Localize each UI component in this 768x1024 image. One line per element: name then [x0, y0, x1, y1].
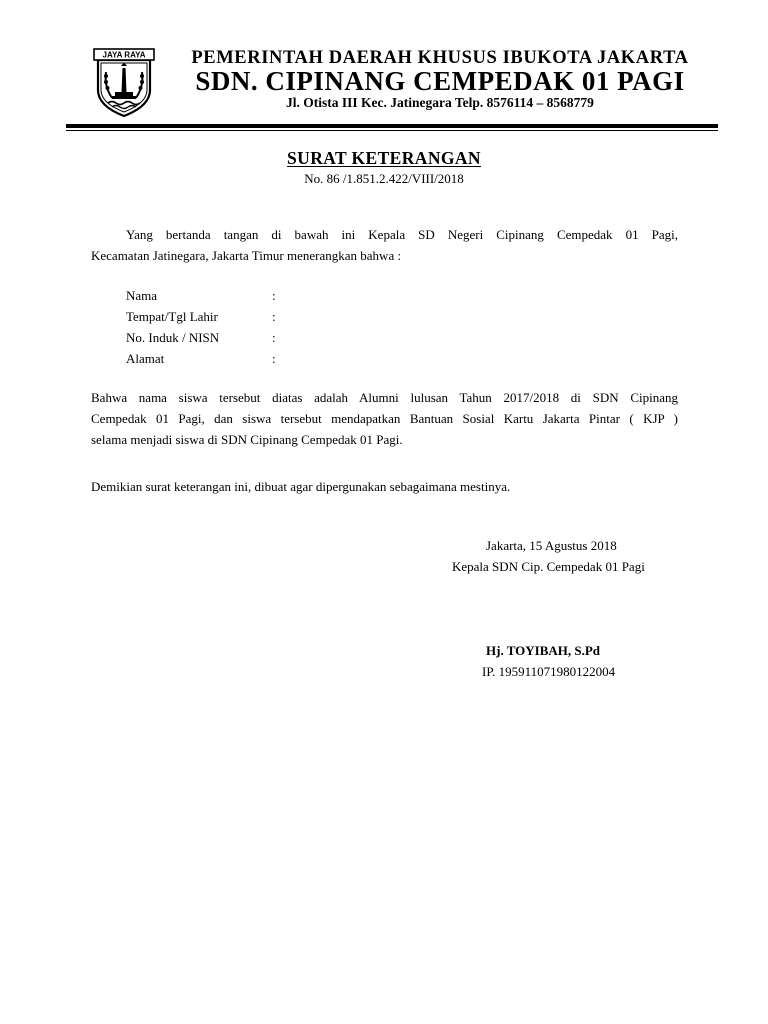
statement-line-3: selama menjadi siswa di SDN Cipinang Cempedak 01 Pagi. — [91, 432, 403, 447]
field-label: Tempat/Tgl Lahir — [126, 309, 218, 324]
school-address: Jl. Otista III Kec. Jatinegara Telp. 8576114 – 8568779 — [286, 95, 594, 110]
statement-line-1: Bahwa nama siswa tersebut diatas adalah Alumni lulusan Tahun 2017/2018 di SDN Cipinang — [91, 390, 678, 405]
letterhead-divider-thick — [66, 124, 718, 128]
field-colon: : — [272, 330, 276, 345]
field-label: No. Induk / NISN — [126, 330, 220, 345]
field-alamat — [126, 349, 276, 369]
field-label: Alamat — [126, 351, 165, 366]
document-title-wrap — [0, 148, 768, 169]
field-colon: : — [272, 288, 276, 303]
statement-line-2: Cempedak 01 Pagi, dan siswa tersebut mendapatkan Bantuan Sosial Kartu Jakarta Pintar ( KJP ) — [91, 411, 678, 426]
field-label: Nama — [126, 288, 158, 303]
document-title: SURAT KETERANGAN — [287, 148, 481, 168]
closing-paragraph — [91, 476, 678, 497]
field-nama — [126, 286, 276, 306]
school-name: SDN. CIPINANG CEMPEDAK 01 PAGI — [195, 66, 685, 96]
intro-line-1: Yang bertanda tangan di bawah ini Kepala SD Negeri Cipinang Cempedak 01 Pagi, — [126, 227, 678, 242]
jakarta-emblem-logo — [88, 46, 160, 118]
signature-position: Kepala SDN Cip. Cempedak 01 Pagi — [452, 559, 645, 574]
signatory-name: Hj. TOYIBAH, S.Pd — [486, 643, 601, 658]
closing-text: Demikian surat keterangan ini, dibuat agar dipergunakan sebagaimana mestinya. — [91, 479, 511, 494]
field-colon: : — [272, 309, 276, 324]
letterhead-divider-thin — [66, 130, 718, 131]
intro-line-2: Kecamatan Jatinegara, Jakarta Timur menerangkan bahwa : — [91, 248, 402, 263]
statement-paragraph — [91, 387, 678, 450]
intro-paragraph — [91, 224, 678, 266]
field-no-induk-nisn — [126, 328, 276, 348]
signature-place-date: Jakarta, 15 Agustus 2018 — [486, 538, 617, 553]
government-name: PEMERINTAH DAERAH KHUSUS IBUKOTA JAKARTA — [191, 48, 689, 68]
document-number: No. 86 /1.851.2.422/VIII/2018 — [304, 171, 464, 186]
field-colon: : — [272, 351, 276, 366]
emblem-banner-text: JAYA RAYA — [102, 50, 146, 60]
field-tempat-tgl-lahir — [126, 307, 276, 327]
signatory-id-number: IP. 195911071980122004 — [482, 664, 616, 679]
